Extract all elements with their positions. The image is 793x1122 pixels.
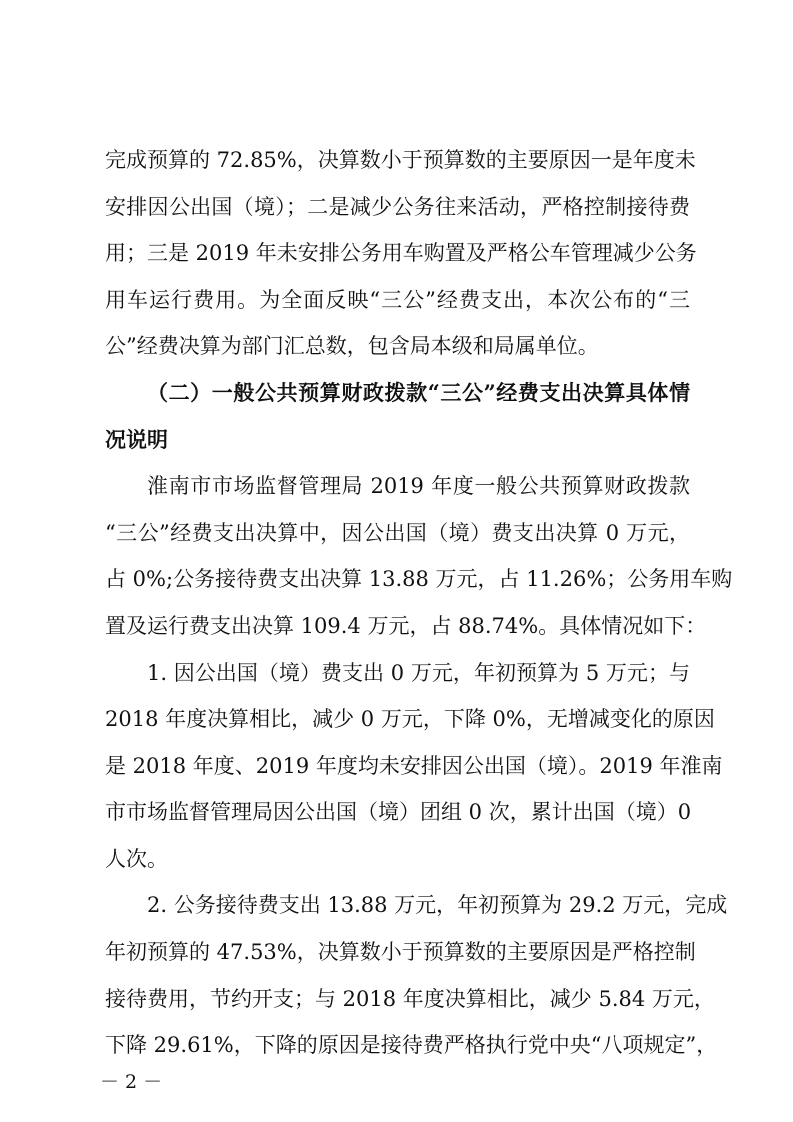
page-number: － 2 － bbox=[100, 1071, 163, 1093]
paragraph-3-line-3: 是 2018 年度、2019 年度均未安排因公出国（境）。2019 年淮南 bbox=[105, 754, 723, 778]
paragraph-1-line-4: 用车运行费用。为全面反映“三公”经费支出，本次公布的“三 bbox=[105, 288, 690, 312]
paragraph-4-line-3: 接待费用，节约开支；与 2018 年度决算相比，减少 5.84 万元， bbox=[105, 987, 715, 1011]
paragraph-1-line-1: 完成预算的 72.85%，决算数小于预算数的主要原因一是年度未 bbox=[105, 148, 696, 172]
paragraph-3-line-5: 人次。 bbox=[105, 847, 168, 871]
paragraph-1-line-2: 安排因公出国（境）；二是减少公务往来活动，严格控制接待费 bbox=[105, 195, 690, 219]
section-heading-line-2: 况说明 bbox=[105, 427, 168, 452]
paragraph-4-line-1: 2. 公务接待费支出 13.88 万元，年初预算为 29.2 万元，完成 bbox=[147, 893, 728, 917]
paragraph-2-line-1: 淮南市市场监督管理局 2019 年度一般公共预算财政拨款 bbox=[147, 474, 690, 498]
paragraph-2-line-3: 占 0%;公务接待费支出决算 13.88 万元，占 11.26%；公务用车购 bbox=[105, 567, 733, 591]
paragraph-3-line-1: 1. 因公出国（境）费支出 0 万元，年初预算为 5 万元；与 bbox=[147, 661, 690, 685]
paragraph-2-line-4: 置及运行费支出决算 109.4 万元，占 88.74%。具体情况如下： bbox=[105, 614, 707, 638]
paragraph-1-line-5: 公”经费决算为部门汇总数，包含局本级和局属单位。 bbox=[105, 334, 599, 358]
paragraph-2-line-2: “三公”经费支出决算中，因公出国（境）费支出决算 0 万元， bbox=[105, 521, 690, 545]
paragraph-1-line-3: 用；三是 2019 年未安排公务用车购置及严格公车管理减少公务 bbox=[105, 241, 697, 265]
paragraph-4-line-2: 年初预算的 47.53%，决算数小于预算数的主要原因是严格控制 bbox=[105, 940, 696, 964]
paragraph-3-line-4: 市市场监督管理局因公出国（境）团组 0 次，累计出国（境）0 bbox=[105, 800, 692, 824]
paragraph-3-line-2: 2018 年度决算相比，减少 0 万元，下降 0%，无增减变化的原因 bbox=[105, 707, 715, 731]
section-heading-line-1: （二）一般公共预算财政拨款“三公”经费支出决算具体情 bbox=[147, 380, 690, 405]
paragraph-4-line-4: 下降 29.61%，下降的原因是接待费严格执行党中央“八项规定”， bbox=[105, 1033, 718, 1057]
